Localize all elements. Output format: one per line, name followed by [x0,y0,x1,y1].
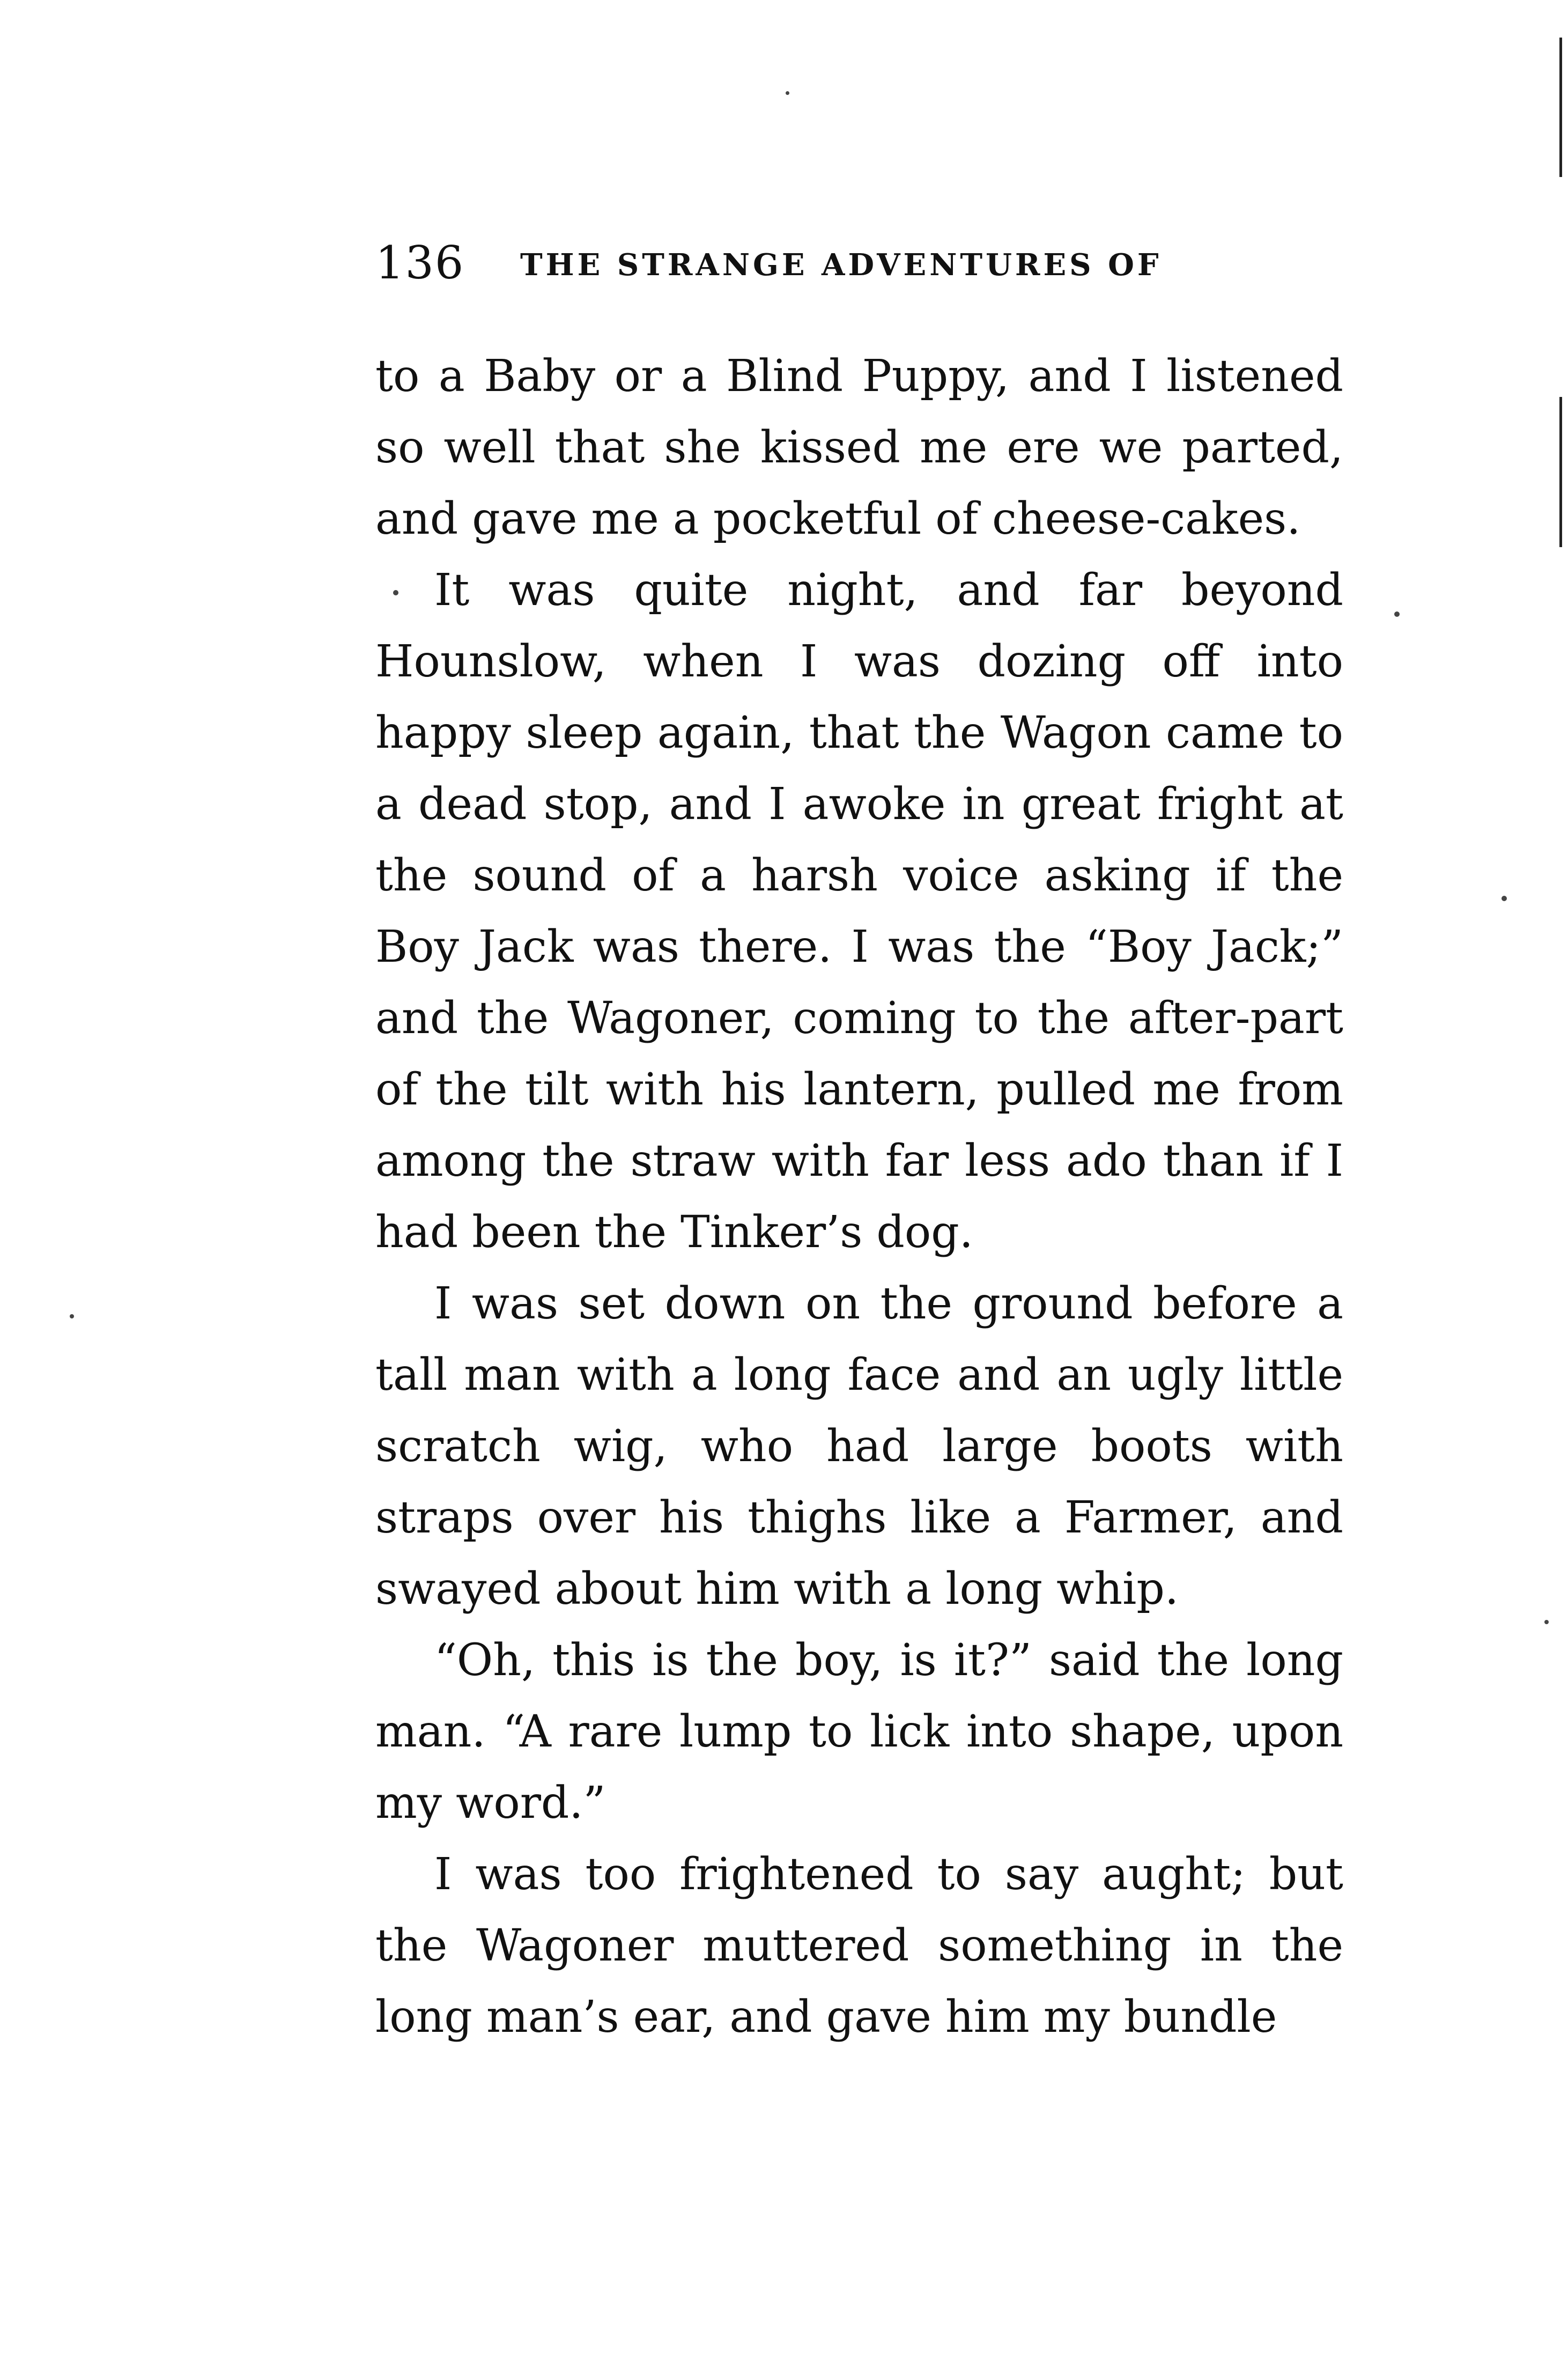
running-title: THE STRANGE ADVENTURES OF [520,247,1162,283]
scan-speck [70,1314,74,1318]
scan-speck [1394,611,1400,617]
page-number: 136 [375,237,465,289]
scan-speck [1502,896,1507,901]
scan-edge-line-top [1559,38,1562,177]
paragraph-3: I was set down on the ground before a tall man with a long face and an ugly little scratch wig, who had large boots with straps over his thighs like a Farmer, and swayed about him with a long whip. [375,1278,1343,1615]
scan-edge-line-middle [1559,397,1562,547]
scan-speck [1544,1620,1549,1624]
body-text [375,341,1343,2053]
paragraph-2: It was quite night, and far beyond Hounslow, when I was dozing off into happy sleep again, that the Wagon came to a dead stop, and I awoke in great fright at the sound of a harsh voice asking if the Boy Jack was there. I was the “Boy Jack;” and the Wagoner, coming to the after-part of the tilt with his lantern, pulled me from among the straw with far less ado than if I had been the Tinker’s dog. [375,565,1343,1258]
scan-speck [393,590,398,595]
scan-speck [786,91,789,95]
running-head [375,236,1341,295]
paragraph-5: I was too frightened to say aught; but the Wagoner muttered something in the long man’s ear, and gave him my bundle [375,1849,1343,2043]
paragraph-4: “Oh, this is the boy, is it?” said the long man. “A rare lump to lick into shape, upon my word.” [375,1635,1343,1829]
paragraph-1: to a Baby or a Blind Puppy, and I listened so well that she kissed me ere we parted, and gave me a pocketful of cheese-cakes. [375,351,1343,544]
